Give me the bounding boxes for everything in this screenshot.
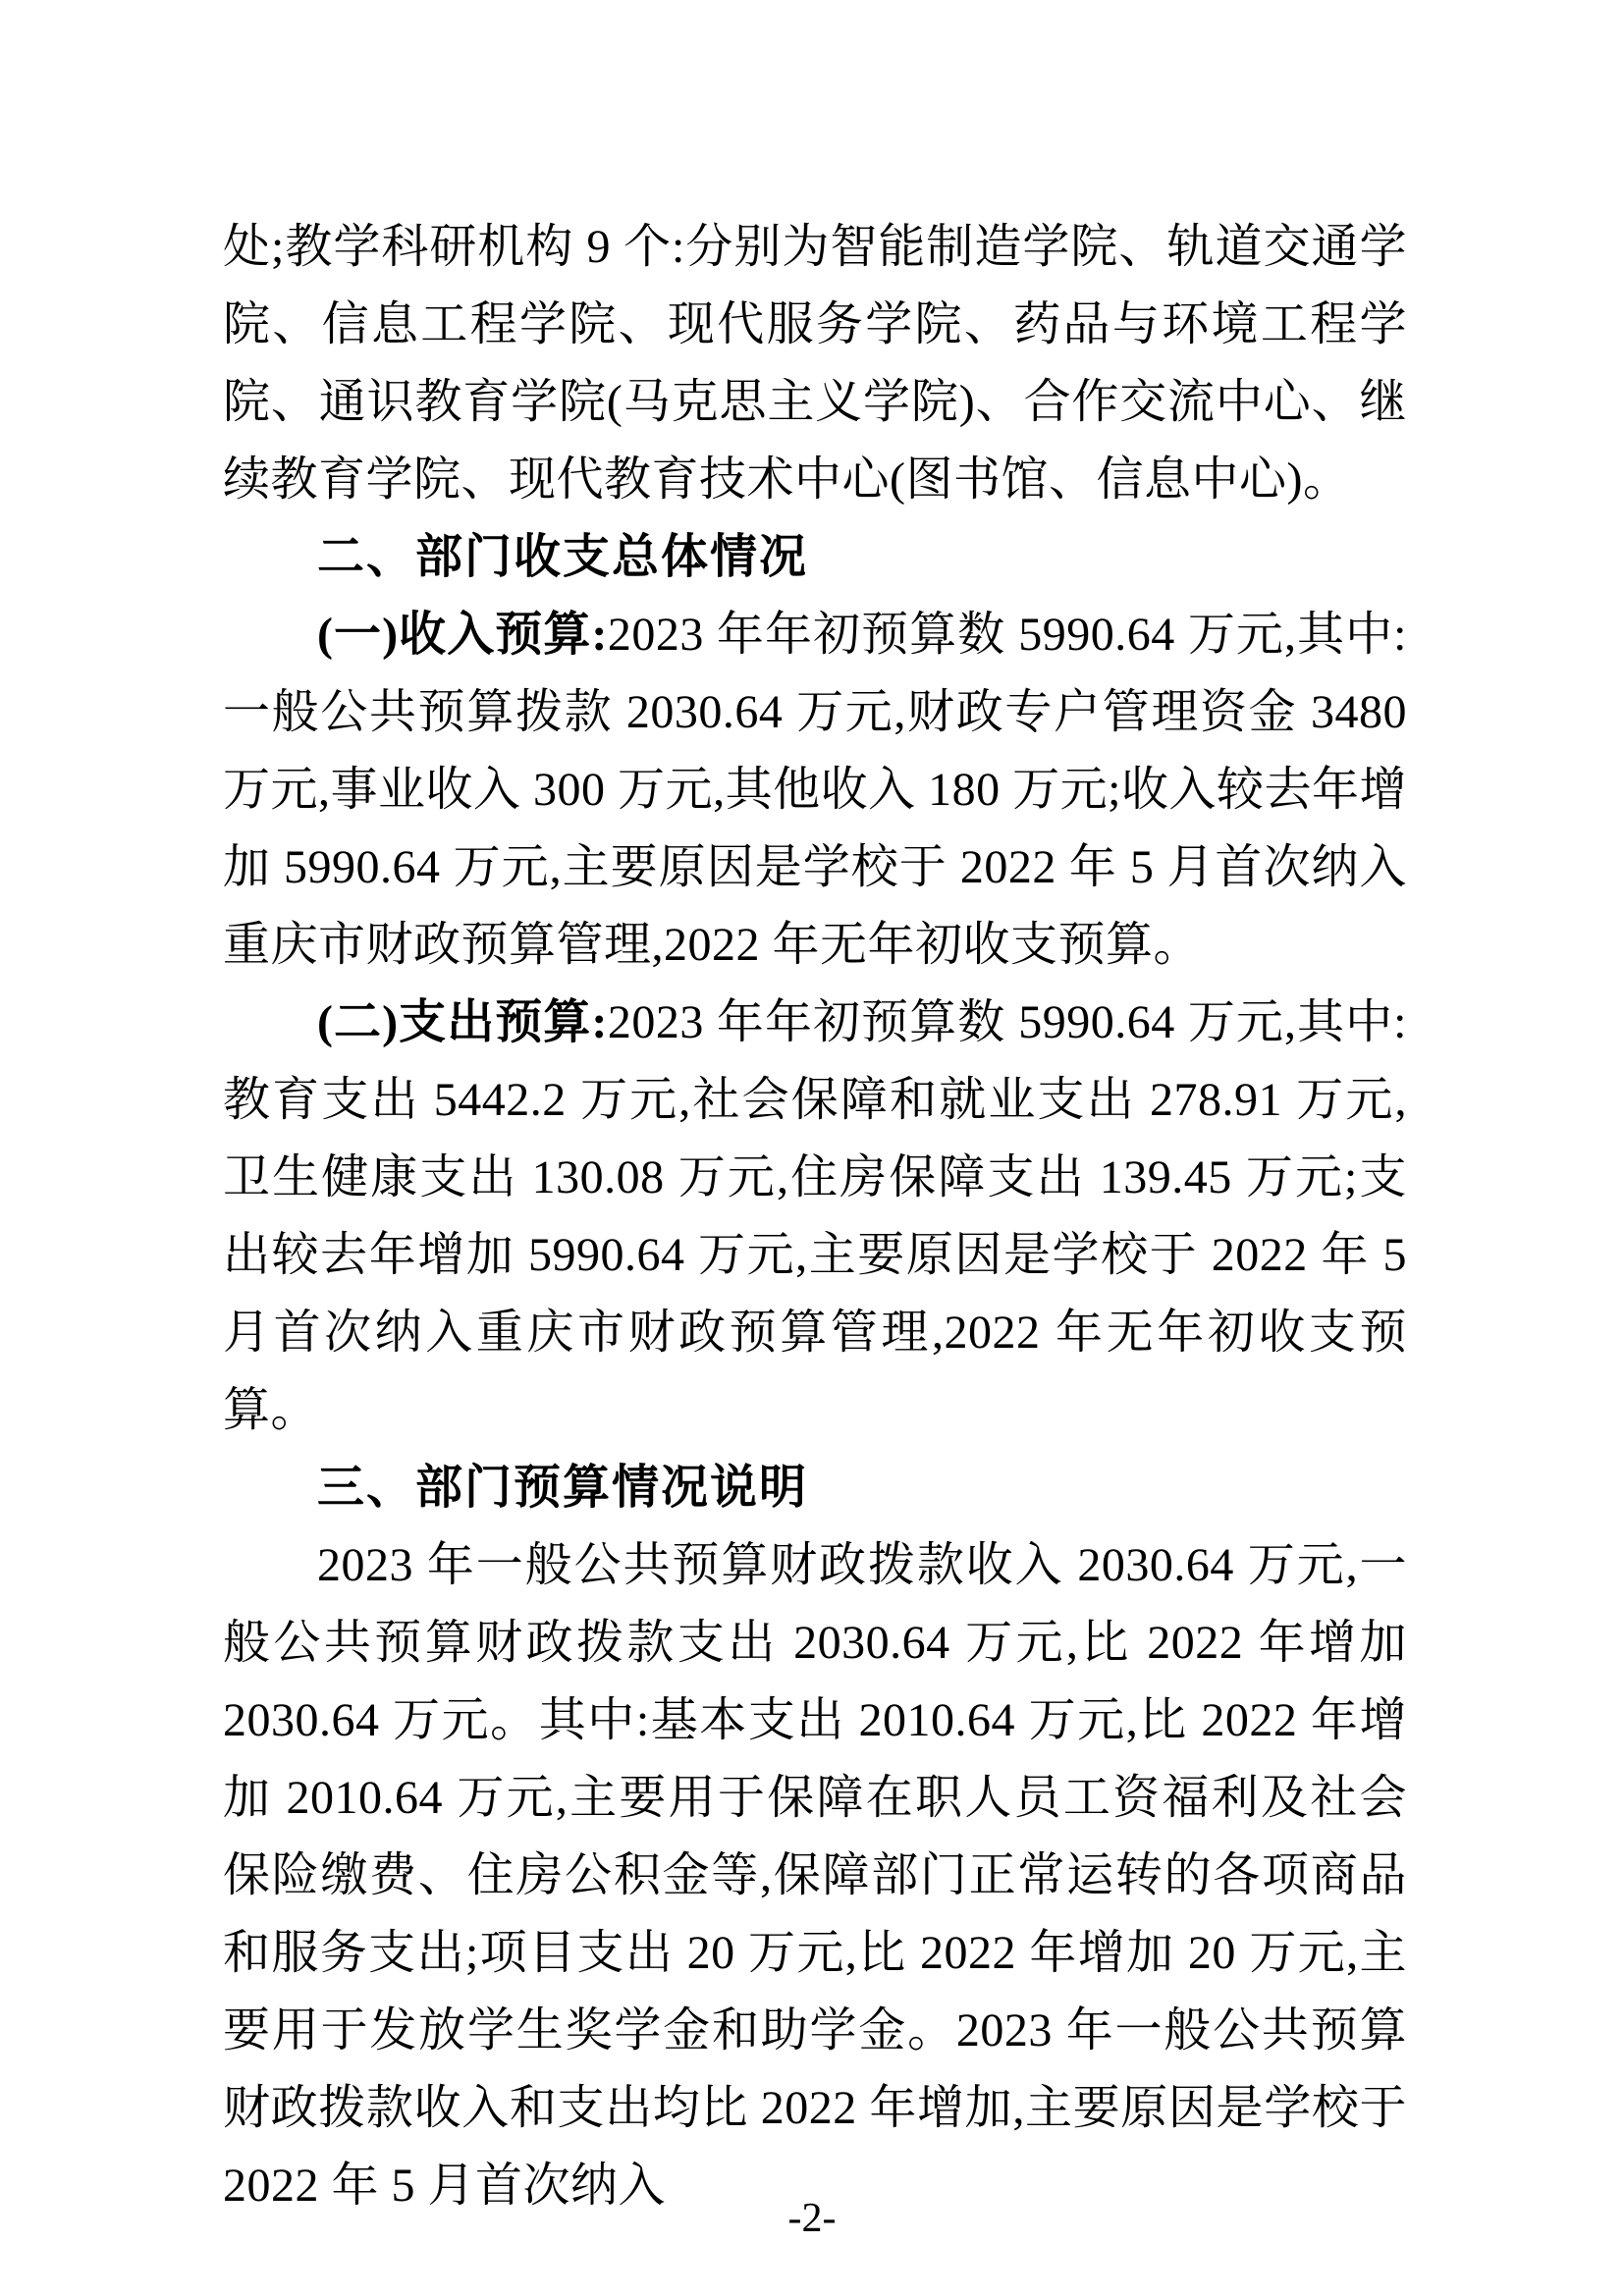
page-number: -2- xyxy=(787,2196,837,2241)
para-org-structure-continuation xyxy=(223,208,1407,518)
heading-section-3-budget-explanation xyxy=(223,1449,1407,1526)
para-budget-explanation xyxy=(223,1526,1420,2224)
para-income-budget xyxy=(223,596,1420,984)
text-run: 2023 年一般公共预算财政拨款收入 2030.64 万元,一般公共预算财政拨款支出 2030.64 万元,比 2022 年增加 2030.64 万元。其中:基本支出 2010.64 万元,比 2022 年增加 2010.64 万元,主要用于保障在职人员工资福利及社会保险缴费、住房公积金等,保障部门正常运转的各项商品和服务支出;项目支出 20 万元,比 2022 年增加 20 万元,主要用于发放学生奖学金和助学金。2023 年一般公共预算财政拨款收入和支出均比 2022 年增加,主要原因是学校于 2022 年 5 月首次纳入 xyxy=(223,1539,1420,2212)
document-body xyxy=(223,208,1420,2224)
text-run: 处;教学科研机构 9 个:分别为智能制造学院、轨道交通学院、信息工程学院、现代服务学院、药品与环境工程学院、通识教育学院(马克思主义学院)、合作交流中心、继续教育学院、现代教育技术中心(图书馆、信息中心)。 xyxy=(223,221,1407,506)
heading-section-2-revenue-expenditure-overview xyxy=(223,518,1407,596)
bold-text-run: 三、部门预算情况说明 xyxy=(317,1462,809,1514)
para-expenditure-budget xyxy=(223,984,1420,1449)
text-run: 2023 年年初预算数 5990.64 万元,其中:一般公共预算拨款 2030.64 万元,财政专户管理资金 3480 万元,事业收入 300 万元,其他收入 180 万元;收入较去年增加 5990.64 万元,主要原因是学校于 2022 年 5 月首次纳入重庆市财政预算管理,2022 年无年初收支预算。 xyxy=(223,609,1420,971)
bold-text-run: (二)支出预算: xyxy=(317,996,608,1048)
bold-text-run: (一)收入预算: xyxy=(317,609,608,661)
bold-text-run: 二、部门收支总体情况 xyxy=(317,531,809,583)
text-run: 2023 年年初预算数 5990.64 万元,其中:教育支出 5442.2 万元,社会保障和就业支出 278.91 万元,卫生健康支出 130.08 万元,住房保障支出 139.45 万元;支出较去年增加 5990.64 万元,主要原因是学校于 2022 年 5 月首次纳入重庆市财政预算管理,2022 年无年初收支预算。 xyxy=(223,996,1420,1436)
